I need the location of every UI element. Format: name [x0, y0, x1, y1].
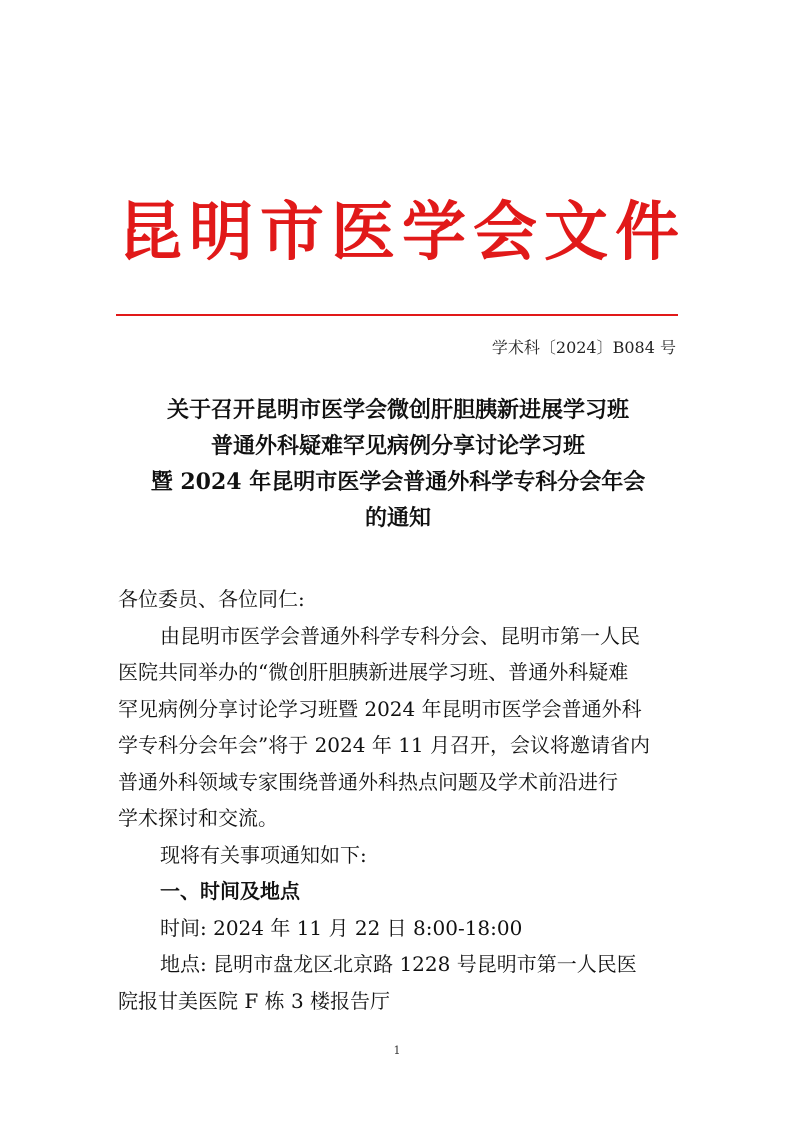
- page-number: 1: [393, 1044, 401, 1057]
- meeting-location-continued: 院报甘美医院 F 栋 3 楼报告厅: [118, 988, 391, 1013]
- paragraph-line: 学术探讨和交流。: [118, 806, 278, 830]
- paragraph-line: 医院共同举办的“微创肝胆胰新进展学习班、普通外科疑难: [118, 660, 629, 684]
- notice-title-line: 普通外科疑难罕见病例分享讨论学习班: [210, 433, 585, 459]
- paragraph-line: 现将有关事项通知如下:: [160, 842, 367, 867]
- paragraph-line: 由昆明市医学会普通外科学专科分会、昆明市第一人民: [160, 623, 640, 648]
- notice-title-line: 关于召开昆明市医学会微创肝胆胰新进展学习班: [166, 397, 629, 423]
- paragraph-line: 学专科分会年会”将于 2024 年 11 月召开，会议将邀请省内: [118, 733, 651, 757]
- paragraph-line: 罕见病例分享讨论学习班暨 2024 年昆明市医学会普通外科: [118, 696, 642, 721]
- meeting-time: 时间: 2024 年 11 月 22 日 8:00-18:00: [160, 915, 523, 940]
- red-divider-line: [116, 314, 678, 316]
- notice-title-line: 的通知: [364, 505, 431, 531]
- paragraph-line: 普通外科领域专家围绕普通外科热点问题及学术前沿进行: [118, 769, 618, 794]
- meeting-location: 地点: 昆明市盘龙区北京路 1228 号昆明市第一人民医: [160, 952, 637, 976]
- document-number: 学术科〔2024〕B084 号: [491, 338, 676, 357]
- salutation: 各位委员、各位同仁:: [118, 587, 305, 611]
- notice-title-line: 暨 2024 年昆明市医学会普通外科学专科分会年会: [150, 469, 646, 495]
- section-heading: 一、时间及地点: [160, 879, 300, 903]
- notice-body: [118, 581, 678, 1019]
- notice-title: [118, 392, 678, 536]
- org-header-title: 昆明市医学会文件: [118, 195, 686, 270]
